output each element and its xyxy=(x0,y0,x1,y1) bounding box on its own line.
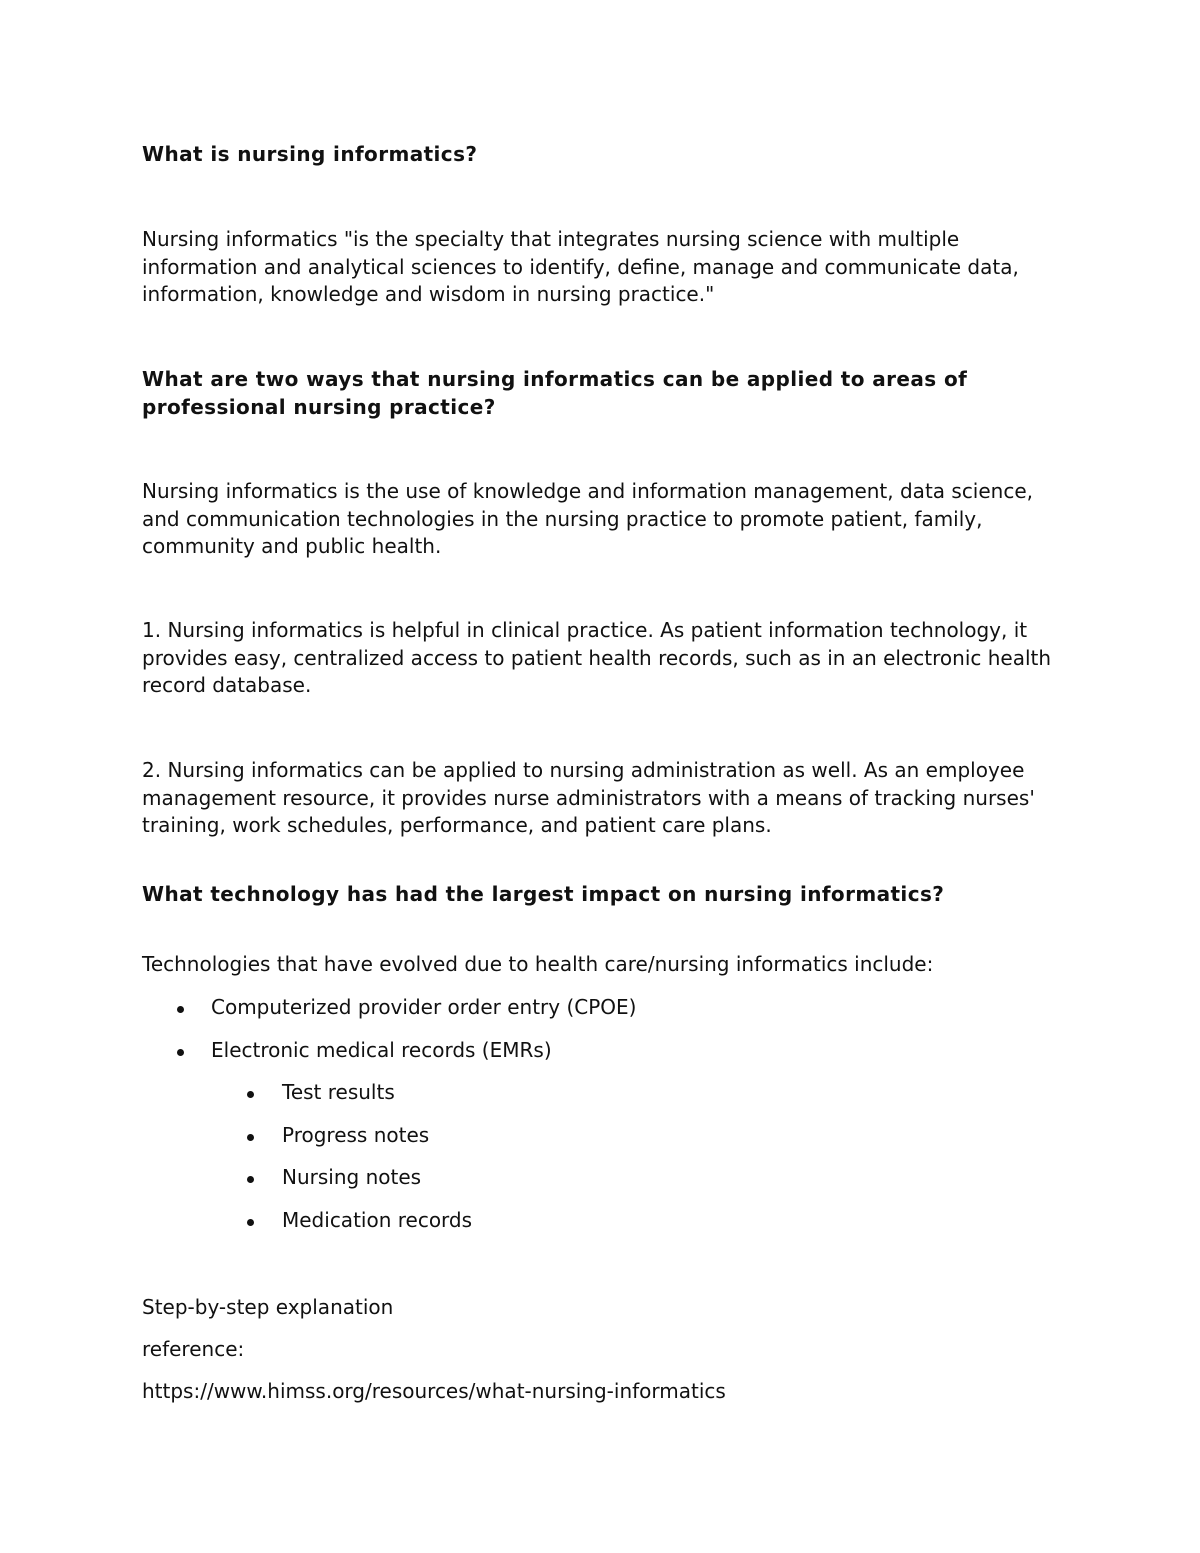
question-3-heading: What technology has had the largest impact on nursing informatics? xyxy=(142,882,945,906)
bullet-icon xyxy=(247,1134,254,1141)
bullet-icon xyxy=(247,1176,254,1183)
question-2-heading: What are two ways that nursing informatics can be applied to areas of professional nursing practice? xyxy=(142,367,968,419)
answer-2-paragraph: Nursing informatics is the use of knowledge and information management, data science, and communication technologies in the nursing practice to promote patient, family, community and public health. xyxy=(142,479,1034,558)
list-item-text: Test results xyxy=(282,1080,395,1104)
list-item xyxy=(142,1164,1072,1207)
list-item-text: Nursing notes xyxy=(282,1165,422,1189)
bullet-icon xyxy=(177,1006,184,1013)
reference-link[interactable]: https://www.himss.org/resources/what-nursing-informatics xyxy=(142,1379,726,1403)
answer-2-point-1: 1. Nursing informatics is helpful in clinical practice. As patient information technology, it provides easy, centralized access to patient health records, such as in an electronic health record database. xyxy=(142,618,1052,697)
list-item xyxy=(142,1037,1072,1080)
list-item xyxy=(142,1079,1072,1122)
list-item-text: Progress notes xyxy=(282,1122,430,1147)
answer-1-paragraph: Nursing informatics "is the specialty that integrates nursing science with multiple information and analytical sciences to identify, define, manage and communicate data, information, knowledge and wisdom in nursing practice." xyxy=(142,227,1019,306)
list-item-text: Electronic medical records (EMRs) xyxy=(211,1037,552,1062)
list-item-text: Computerized provider order entry (CPOE) xyxy=(211,995,637,1019)
list-item xyxy=(142,1207,1072,1250)
question-1-heading: What is nursing informatics? xyxy=(142,142,478,166)
list-item-text: Medication records xyxy=(282,1207,473,1232)
answer-2-point-2: 2. Nursing informatics can be applied to nursing administration as well. As an employee management resource, it provides nurse administrators with a means of tracking nurses' training, work schedules, performance, and patient care plans. xyxy=(142,758,1035,837)
bullet-icon xyxy=(247,1091,254,1098)
step-by-step-label: Step-by-step explanation xyxy=(142,1295,394,1319)
list-item xyxy=(142,994,1072,1037)
bullet-icon xyxy=(177,1049,184,1056)
list-item xyxy=(142,1122,1072,1165)
bullet-icon xyxy=(247,1219,254,1226)
technology-list xyxy=(142,994,1072,1249)
reference-label: reference: xyxy=(142,1337,245,1361)
answer-3-intro: Technologies that have evolved due to health care/nursing informatics include: xyxy=(142,952,934,976)
